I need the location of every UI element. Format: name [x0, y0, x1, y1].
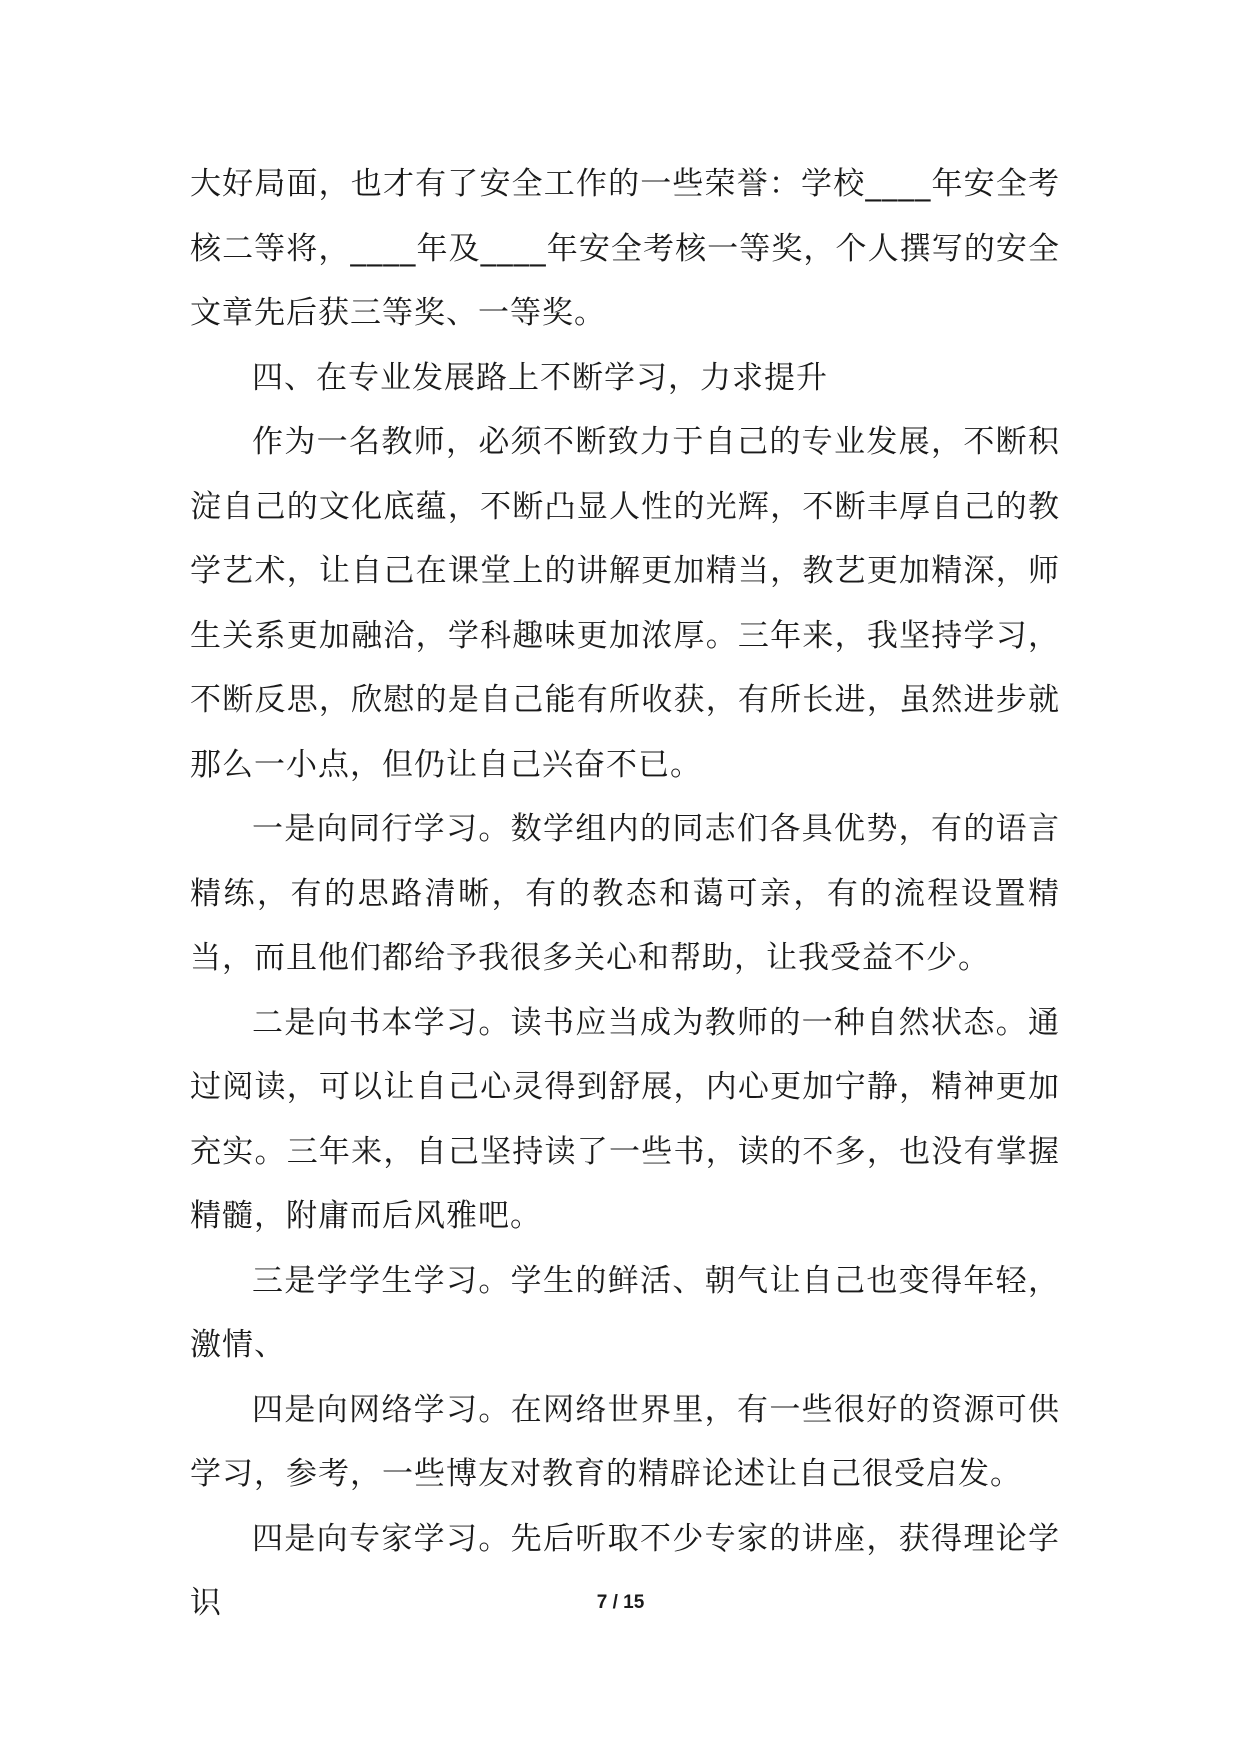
- section-heading: 四、在专业发展路上不断学习，力求提升: [252, 359, 828, 396]
- page-number: 7 / 15: [596, 1592, 645, 1613]
- paragraph-7: 四是向网络学习。在网络世界里，有一些很好的资源可供学习，参考，一些博友对教育的精辟论述让自己很受启发。: [190, 1391, 1060, 1492]
- paragraph-4: 一是向同行学习。数学组内的同志们各具优势，有的语言精练，有的思路清晰，有的教态和蔼可亲，有的流程设置精当，而且他们都给予我很多关心和帮助，让我受益不少。: [190, 811, 1060, 976]
- paragraph-6: 三是学学生学习。学生的鲜活、朝气让自己也变得年轻，激情、: [190, 1262, 1060, 1363]
- paragraph-1: 大好局面，也才有了安全工作的一些荣誉：学校____年安全考核二等将，____年及____年安全考核一等奖，个人撰写的安全文章先后获三等奖、一等奖。: [190, 166, 1060, 331]
- paragraph-3: 作为一名教师，必须不断致力于自己的专业发展，不断积淀自己的文化底蕴，不断凸显人性的光辉，不断丰厚自己的教学艺术，让自己在课堂上的讲解更加精当，教艺更加精深，师生关系更加融洽，学科趣味更加浓厚。三年来，我坚持学习，不断反思，欣慰的是自己能有所收获，有所长进，虽然进步就那么一小点，但仍让自己兴奋不已。: [190, 424, 1060, 783]
- paragraph-8: 四是向专家学习。先后听取不少专家的讲座，获得理论学识: [190, 1520, 1060, 1621]
- paragraph-5: 二是向书本学习。读书应当成为教师的一种自然状态。通过阅读，可以让自己心灵得到舒展，内心更加宁静，精神更加充实。三年来，自己坚持读了一些书，读的不多，也没有掌握精髓，附庸而后风雅吧。: [190, 1004, 1060, 1234]
- document-body: [190, 152, 1060, 1636]
